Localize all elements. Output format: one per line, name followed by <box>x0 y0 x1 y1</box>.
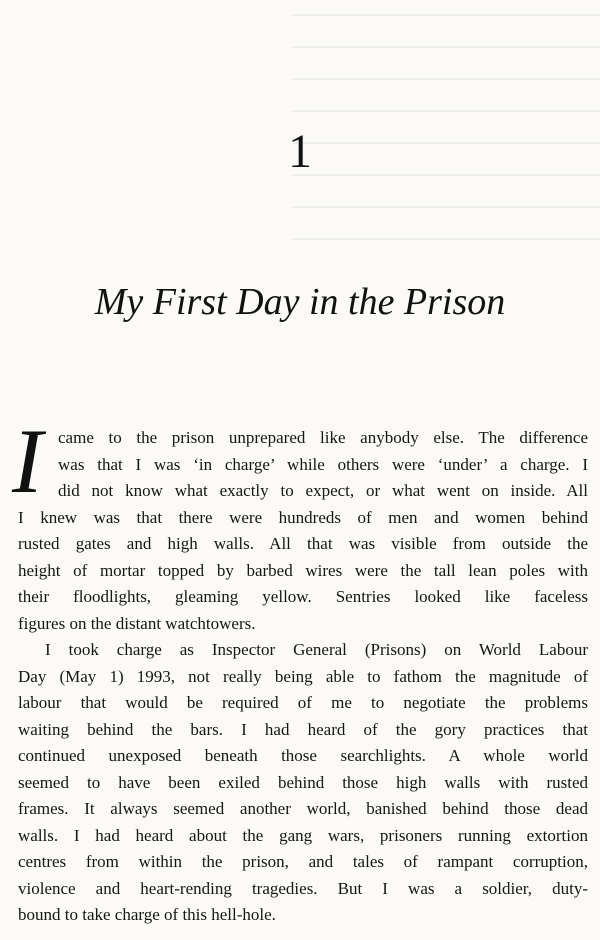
body-text <box>18 425 588 929</box>
text-line: continued unexposed beneath those searchlights. A whole world <box>18 746 588 765</box>
text-line: waiting behind the bars. I had heard of the gory practices that <box>18 719 588 739</box>
text-line: figures on the distant watchtowers. <box>18 613 256 633</box>
text-line: centres from within the prison, and tales of rampant corruption, <box>18 852 588 871</box>
reverse-page-bleed-through: ────────────────────────────── ────────────────────────────── ────────────────────────────── ────────────────────────────── ────────────────────────────── ────────────────────────────── ────────────────────────────── ────────────────────────────── <box>292 6 600 250</box>
text-line: labour that would be required of me to negotiate the problems <box>18 693 588 712</box>
text-line: I took charge as Inspector General (Prisons) on World Labour <box>45 640 588 659</box>
text-line: frames. It always seemed another world, banished behind those dead <box>18 799 588 818</box>
text-line: seemed to have been exiled behind those high walls with rusted <box>18 772 588 792</box>
text-line: their floodlights, gleaming yellow. Sentries looked like faceless <box>18 587 588 606</box>
text-line: did not know what exactly to expect, or what went on inside. All <box>58 481 588 500</box>
text-line: Day (May 1) 1993, not really being able to fathom the magnitude of <box>18 666 588 686</box>
text-line: bound to take charge of this hell-hole. <box>18 905 276 924</box>
text-line: height of mortar topped by barbed wires were the tall lean poles with <box>18 560 588 580</box>
text-line: rusted gates and high walls. All that was visible from outside the <box>18 534 588 553</box>
drop-cap: I <box>12 410 43 512</box>
chapter-title: My First Day in the Prison <box>94 281 506 323</box>
chapter-number: 1 <box>288 125 312 178</box>
text-line: was that I was ‘in charge’ while others were ‘under’ a charge. I <box>58 454 588 474</box>
text-line: came to the prison unprepared like anybody else. The difference <box>58 428 588 447</box>
text-line: I knew was that there were hundreds of men and women behind <box>18 507 588 527</box>
text-line: walls. I had heard about the gang wars, prisoners running extortion <box>18 825 588 845</box>
text-line: violence and heart-rending tragedies. But I was a soldier, duty- <box>18 878 588 898</box>
